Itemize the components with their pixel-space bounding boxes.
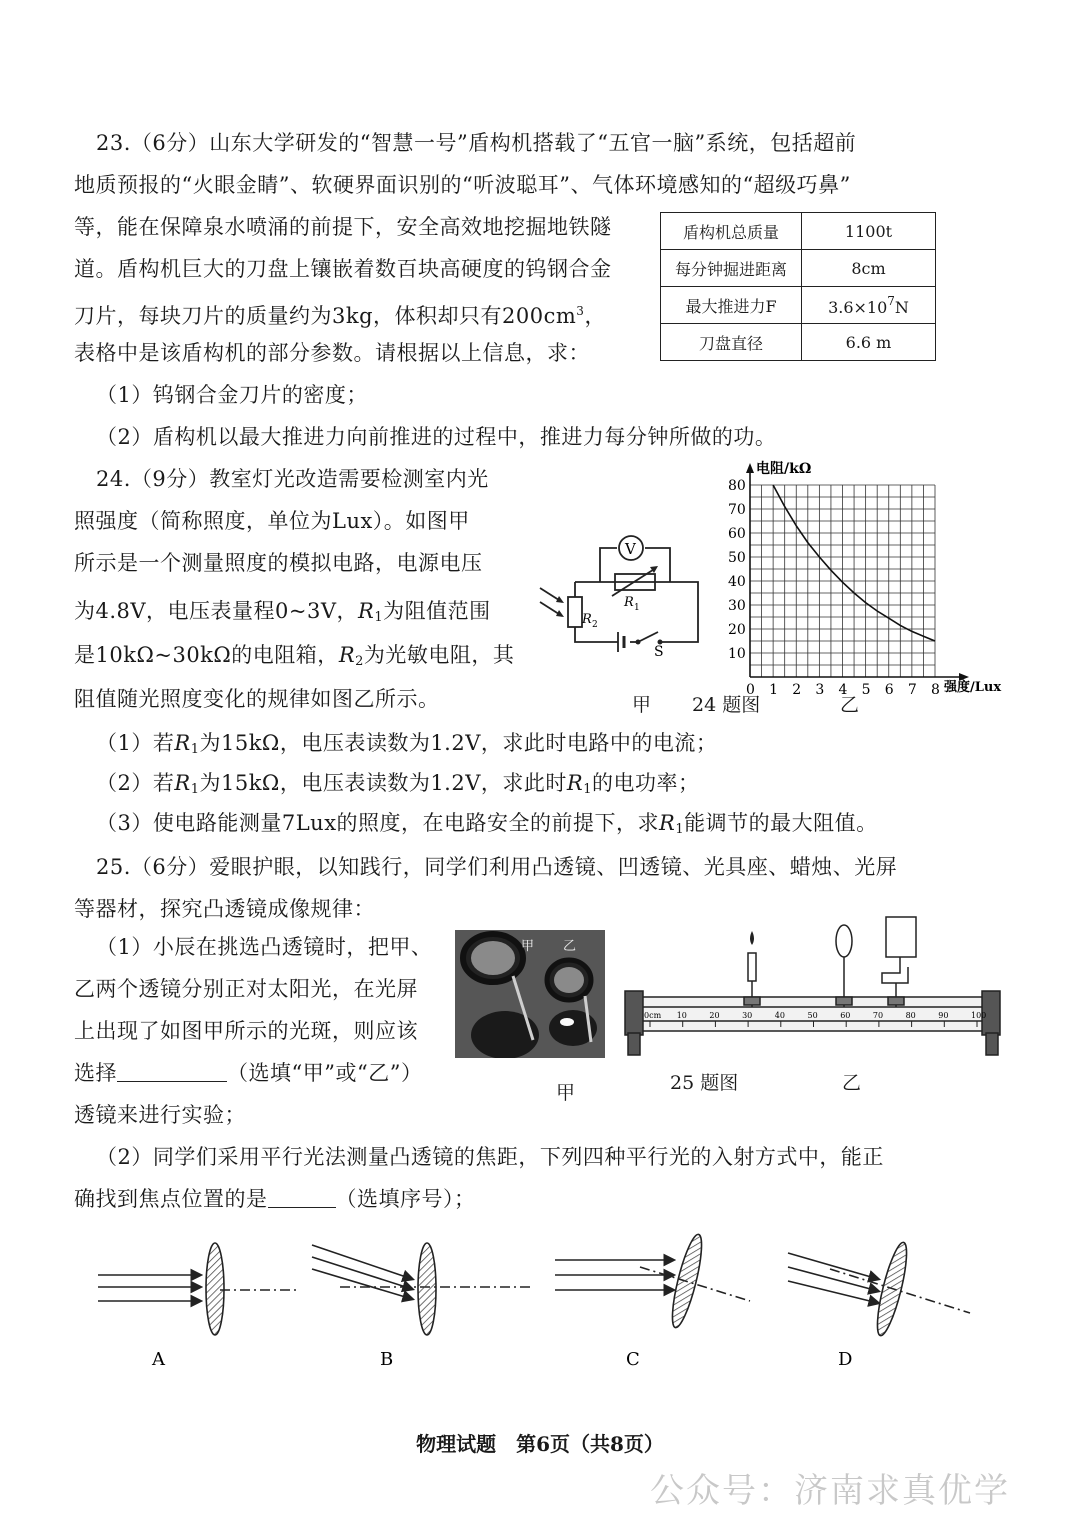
bench-scale-label: 60: [840, 1011, 851, 1020]
table-cell: 8cm: [802, 250, 936, 287]
q25-fig-caption: 25 题图: [670, 1072, 739, 1094]
q25-fig-yi: 乙: [842, 1072, 862, 1094]
bench-scale-label: 70: [872, 1011, 884, 1020]
q24-line-1: 24.（9分）教室灯光改造需要检测室内光: [96, 467, 489, 491]
q23-line-3: 等，能在保障泉水喷涌的前提下，安全高效地挖掘地铁隧: [74, 215, 612, 239]
photo-label-yi: 乙: [563, 939, 577, 954]
option-label-c: C: [626, 1349, 640, 1370]
q25-incidence-options: [90, 1225, 990, 1375]
r2-label-sub: 2: [592, 620, 598, 630]
q23-line-4: 道。盾构机巨大的刀盘上镶嵌着数百块高硬度的钨钢合金: [74, 257, 612, 281]
chart-grid: [750, 485, 935, 677]
watermark: 公众号：济南求真优学: [650, 1471, 1010, 1511]
r-symbol: R: [659, 811, 676, 835]
text: 能调节的最大阻值。: [684, 811, 878, 835]
r-symbol: R: [338, 643, 356, 667]
q25-line-2: 等器材，探究凸透镜成像规律：: [74, 897, 375, 921]
q24-line-4: [74, 596, 491, 633]
answer-blank-2[interactable]: [268, 1185, 336, 1208]
text: 选择: [74, 1061, 117, 1085]
q23-line-1: 23.（6分）山东大学研发的“智慧一号”盾构机搭载了“五官一脑”系统，包括超前: [96, 131, 857, 155]
q24-line-2: 照强度（简称照度，单位为Lux）。如图甲: [74, 509, 470, 533]
y-tick-label: 10: [728, 646, 746, 662]
thrust-value: 3.6×10: [828, 297, 888, 317]
r-symbol: R: [358, 599, 375, 623]
r-subscript: 1: [675, 822, 685, 837]
r1-label: R: [624, 595, 634, 610]
x-tick-label: 5: [861, 682, 871, 698]
x-tick-label: 0: [746, 682, 755, 698]
table-row: [661, 213, 936, 250]
text: 为15kΩ，电压表读数为1.2V，求此时电路中的电流；: [199, 731, 718, 755]
q25-lens-photo: [455, 930, 605, 1058]
bench-scale-label: 90: [938, 1011, 949, 1020]
q24-circuit-diagram: [520, 530, 710, 665]
x-tick-label: 6: [884, 682, 894, 698]
table-row: [661, 287, 936, 324]
bench-scale-label: 100: [971, 1011, 987, 1020]
table-cell: 每分钟掘进距离: [661, 250, 802, 287]
y-tick-label: 50: [728, 550, 746, 566]
q24-line-6: 阻值随光照度变化的规律如图乙所示。: [74, 687, 440, 711]
q25-line-1: 25.（6分）爱眼护眼，以知践行，同学们利用凸透镜、凹透镜、光具座、蜡烛、光屏: [96, 855, 898, 879]
bench-scale-label: 20: [709, 1011, 720, 1020]
y-axis-label: 电阻/kΩ: [756, 461, 812, 477]
y-tick-label: 40: [728, 574, 746, 590]
x-tick-label: 3: [815, 682, 825, 698]
q24-line-5-b: 为光敏电阻，其: [363, 643, 515, 667]
q24-line-5: [74, 640, 514, 677]
q24-line-4-b: 为阻值范围: [383, 599, 491, 623]
q23-line-2: 地质预报的“火眼金睛”、软硬界面识别的“听波聪耳”、气体环境感知的“超级巧鼻”: [74, 173, 851, 197]
q24-sub-2: [96, 768, 699, 805]
option-label-d: D: [838, 1349, 853, 1370]
bench-scale-label: 10: [676, 1011, 687, 1020]
q24-fig-jia: 甲: [632, 694, 652, 716]
q24-fig-caption: 24 题图: [692, 694, 761, 716]
x-tick-label: 2: [792, 682, 802, 698]
r2-label: R: [582, 612, 592, 627]
text: 的电功率；: [591, 771, 700, 795]
q24-line-4-a: 为4.8V，电压表量程0~3V，: [74, 599, 359, 623]
y-tick-label: 30: [728, 598, 746, 614]
q23-line-5-end: ，: [584, 304, 606, 328]
q23-sub-2: （2）盾构机以最大推进力向前推进的过程中，推进力每分钟所做的功。: [96, 425, 777, 449]
x-tick-label: 8: [931, 682, 940, 698]
voltmeter-label: V: [625, 540, 636, 558]
q23-line-5-text: 刀片，每块刀片的质量约为3kg，体积却只有200cm: [74, 304, 577, 328]
q24-sub-1: [96, 728, 717, 765]
q24-resistance-chart: [700, 455, 1020, 700]
table-cell: 刀盘直径: [661, 324, 802, 361]
bench-scale-label: 50: [807, 1011, 818, 1020]
table-cell: 1100t: [802, 213, 936, 250]
q23-cube-sup: 3: [576, 304, 585, 318]
thrust-unit: N: [894, 297, 909, 317]
table-cell: 6.6 m: [802, 324, 936, 361]
r-subscript: 1: [190, 742, 200, 757]
table-row: [661, 324, 936, 361]
photo-label-jia: 甲: [521, 939, 535, 954]
q25-fig-jia: 甲: [556, 1082, 576, 1104]
text: （选填“甲”或“乙”）: [227, 1061, 423, 1085]
bench-scale-label: 80: [905, 1011, 916, 1020]
thrust-exponent: 7: [887, 293, 895, 308]
q23-parameter-table: [660, 212, 936, 361]
r-subscript: 2: [355, 654, 364, 669]
x-tick-label: 1: [769, 682, 779, 698]
text: （1）若: [96, 731, 175, 755]
option-label-b: B: [380, 1349, 394, 1370]
q25-line-6: [74, 1058, 422, 1088]
r-subscript: 1: [190, 782, 200, 797]
q24-sub-3: [96, 808, 878, 845]
q23-line-6: 表格中是该盾构机的部分参数。请根据以上信息，求：: [74, 341, 590, 365]
q24-line-3: 所示是一个测量照度的模拟电路，电源电压: [74, 551, 483, 575]
q24-fig-yi: 乙: [840, 694, 860, 716]
x-tick-label: 7: [907, 682, 917, 698]
text: 为15kΩ，电压表读数为1.2V，求此时: [199, 771, 567, 795]
table-cell: [802, 287, 936, 324]
y-tick-label: 20: [728, 622, 746, 638]
table-cell: 盾构机总质量: [661, 213, 802, 250]
table-cell: 最大推进力F: [661, 287, 802, 324]
x-tick-label: 4: [838, 682, 848, 698]
table-row: [661, 250, 936, 287]
q25-line-3: （1）小辰在挑选凸透镜时，把甲、: [96, 935, 433, 959]
switch-label: S: [654, 644, 664, 660]
text: 确找到焦点位置的是: [74, 1187, 268, 1211]
x-axis-label: 强度/Lux: [944, 680, 1002, 695]
y-tick-label: 60: [728, 526, 746, 542]
bench-scale-label: 0cm: [644, 1011, 662, 1020]
y-axis-arrow: [746, 463, 754, 473]
r-symbol: R: [566, 771, 584, 795]
text: （3）使电路能测量7Lux的照度，在电路安全的前提下，求: [96, 811, 660, 835]
q25-line-4: 乙两个透镜分别正对太阳光，在光屏: [74, 977, 418, 1001]
r-subscript: 1: [583, 782, 592, 797]
q25-line-7: 透镜来进行实验；: [74, 1103, 246, 1127]
page-footer: 物理试题 第6页（共8页）: [416, 1432, 664, 1456]
q23-sub-1: （1）钨钢合金刀片的密度；: [96, 383, 368, 407]
bench-scale-label: 30: [742, 1011, 753, 1020]
text: （2）若: [96, 771, 175, 795]
r-symbol: R: [174, 771, 191, 795]
q25-optical-bench: [620, 915, 1010, 1060]
q25-line-9: [74, 1184, 476, 1214]
q25-line-5: 上出现了如图甲所示的光斑，则应该: [74, 1019, 418, 1043]
r-symbol: R: [174, 731, 191, 755]
option-label-a: A: [152, 1349, 165, 1370]
answer-blank-1[interactable]: [117, 1059, 227, 1082]
q25-line-8: （2）同学们采用平行光法测量凸透镜的焦距，下列四种平行光的入射方式中，能正: [96, 1145, 884, 1169]
r-subscript: 1: [374, 610, 384, 625]
bench-scale-label: 40: [774, 1011, 785, 1020]
text: （选填序号）；: [335, 1187, 476, 1211]
r1-label-sub: 1: [634, 603, 640, 613]
q23-line-5: [74, 296, 606, 331]
q24-line-5-a: 是10kΩ~30kΩ的电阻箱，: [74, 643, 339, 667]
y-tick-label: 80: [728, 478, 746, 494]
y-tick-label: 70: [728, 502, 746, 518]
